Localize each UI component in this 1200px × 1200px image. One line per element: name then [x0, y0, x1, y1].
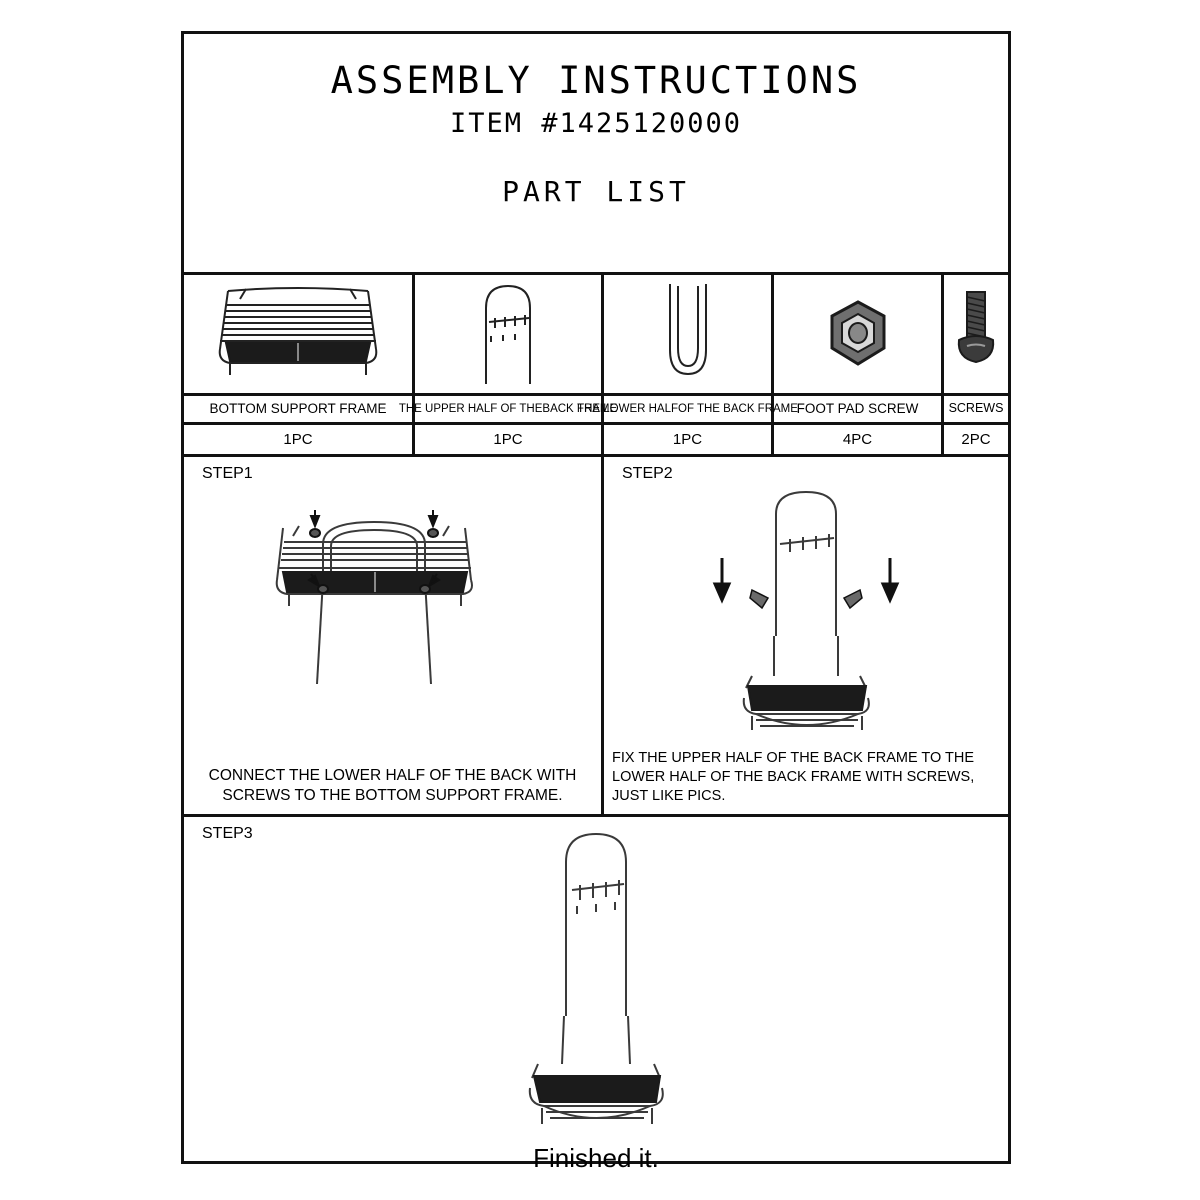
- step-1-label: STEP1: [202, 465, 253, 482]
- document-header: [184, 59, 1008, 275]
- step-1-cell: [184, 457, 604, 814]
- part-column-screws: [944, 275, 1008, 454]
- upper-back-frame-icon: [415, 275, 601, 396]
- item-number: ITEM #1425120000: [449, 108, 743, 139]
- step-1-caption: CONNECT THE LOWER HALF OF THE BACK WITH SCREWS TO THE BOTTOM SUPPORT FRAME.: [208, 766, 577, 804]
- finished-caption: Finished it.: [533, 1143, 659, 1173]
- step-3-cell: [184, 814, 1008, 1184]
- part-label: BOTTOM SUPPORT FRAME: [184, 396, 412, 425]
- page-title: ASSEMBLY INSTRUCTIONS: [330, 59, 862, 102]
- part-qty: 1PC: [493, 431, 523, 448]
- step-2-cell: [604, 457, 1008, 814]
- part-qty: 2PC: [961, 431, 991, 448]
- steps-row-top: [184, 454, 1008, 814]
- part-label: SCREWS: [944, 396, 1008, 425]
- parts-table: [184, 275, 1008, 454]
- part-label: THE LOWER HALFOF THE BACK FRAME: [604, 396, 771, 425]
- step-1-illustration: [184, 483, 601, 743]
- part-column-lower-back-frame: [577, 275, 798, 454]
- step-2-illustration: [604, 483, 1008, 743]
- part-label: FOOT PAD SCREW: [774, 396, 941, 425]
- part-qty: 1PC: [672, 431, 703, 448]
- part-label: THE UPPER HALF OF THEBACK FRAME: [415, 396, 601, 425]
- part-column-bottom-support-frame: [184, 275, 415, 454]
- bottom-support-frame-icon: [184, 275, 412, 396]
- part-column-upper-back-frame: [398, 275, 618, 454]
- screw-icon: [944, 275, 1008, 396]
- step-3-illustration: [184, 831, 1008, 1131]
- part-qty: 4PC: [842, 431, 873, 448]
- step-2-caption: FIX THE UPPER HALF OF THE BACK FRAME TO THE LOWER HALF OF THE BACK FRAME WITH SCREWS, JUST LIKE PICS.: [612, 750, 975, 805]
- lower-back-frame-icon: [604, 275, 771, 396]
- part-list-heading: PART LIST: [502, 175, 690, 208]
- step-2-label: STEP2: [622, 465, 673, 482]
- step-3-label: STEP3: [202, 825, 253, 842]
- part-qty: 1PC: [283, 431, 313, 448]
- part-column-foot-pad-screw: [774, 275, 944, 454]
- instruction-sheet: [181, 31, 1011, 1173]
- foot-pad-screw-icon: [774, 275, 941, 396]
